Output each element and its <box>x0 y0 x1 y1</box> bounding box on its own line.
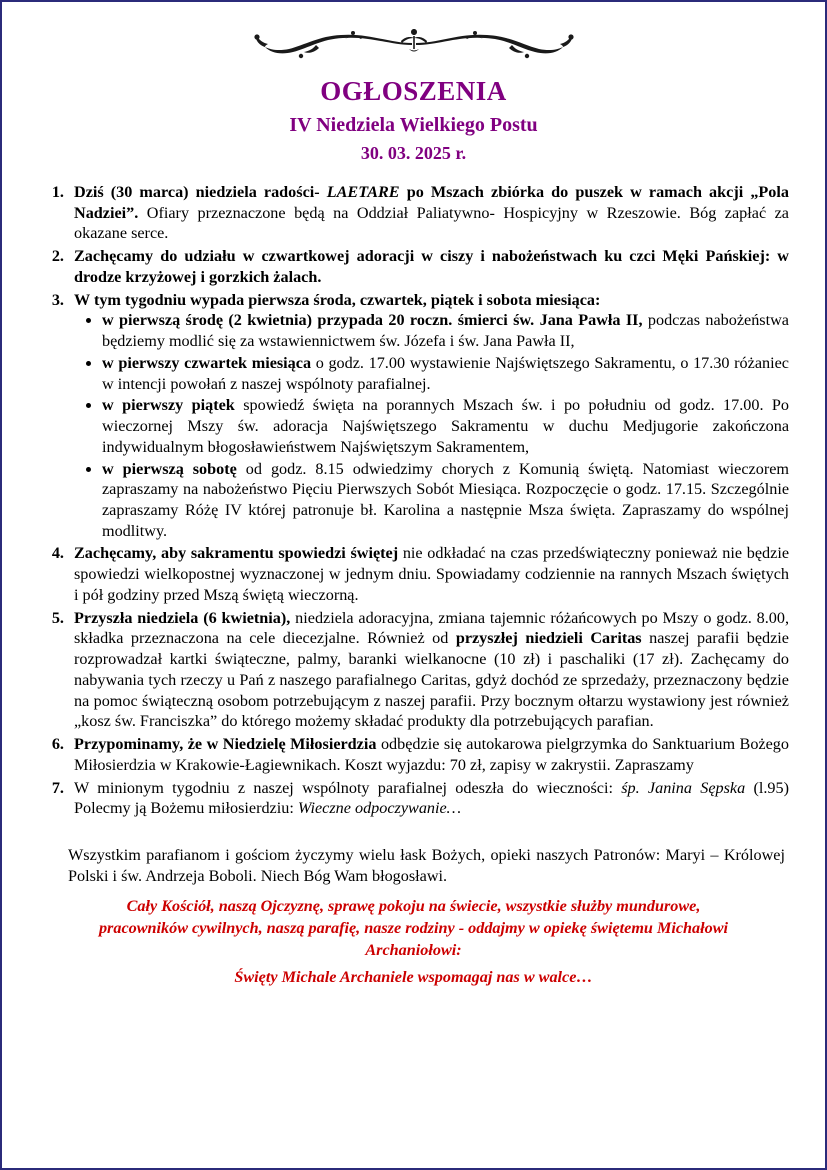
bold-text: Przyszła niedziela (6 kwietnia), <box>74 608 291 627</box>
bold-text: po Mszach zbiórka do puszek w ramach akcji <box>399 183 751 201</box>
announcement-sub-item <box>102 353 789 394</box>
red-final-line: Święty Michale Archaniele wspomagaj nas w walce… <box>234 968 593 987</box>
bold-text: Przypominamy, że w Niedzielę Miłosierdzia <box>74 735 377 754</box>
bold-text: w pierwszy piątek <box>102 396 235 415</box>
announcement-item <box>68 778 789 819</box>
announcement-item <box>68 290 789 542</box>
page-inner <box>2 2 825 1168</box>
plain-text: nie odkładać na czas przedświąteczny ponieważ nie będzie spowiedzi wielkopostnej wyznaczonej w jednym dniu. Spowiadamy codziennie na rannych Mszach świętych i pół godziny przed Mszą świętą wieczorną. <box>74 544 790 604</box>
red-line-1: Cały Kościół, naszą Ojczyznę, sprawę pokoju na świecie, wszystkie służby mundurowe, <box>126 896 701 915</box>
red-line-2: pracowników cywilnych, naszą parafię, nasze rodziny - oddajmy w opiekę świętemu Michałowi <box>98 918 729 937</box>
red-line-3: Archaniołowi: <box>365 940 462 959</box>
announcement-sub-item <box>102 310 789 351</box>
plain-text: od godz. 8.15 odwiedzimy chorych z Komunią świętą. Natomiast wieczorem zapraszamy na nabożeństwo Pięciu Pierwszych Sobót Miesiąca. Rozpoczęcie o godz. 17.15. Szczególnie zapraszamy Różę IV której patronuje bł. Karolina a następnie Msza święta. Zapraszamy do wspólnej modlitwy. <box>102 459 789 540</box>
plain-text: (l.95) Polecmy ją Bożemu miłosierdziu: <box>74 778 790 818</box>
announcement-sub-item <box>102 459 789 542</box>
plain-text: Ofiary przeznaczone będą na Oddział Paliatywno- Hospicyjny w Rzeszowie. Bóg zapłać za okazane serce. <box>74 203 789 243</box>
bold-text: Zachęcamy do udziału w czwartkowej adoracji w ciszy i nabożeństwach ku czci Męki Pańskiej: w drodze krzyżowej i gorzkich żalach. <box>74 247 789 286</box>
plain-text: niedziela adoracyjna, zmiana tajemnic różańcowych po Mszy o godz. 8.00, składka przeznaczona na cele diecezjalne. Również od <box>74 608 789 648</box>
bold-text: przyszłej niedzieli Caritas <box>455 629 642 648</box>
bold-text: „Pola Nadziei”. <box>74 183 789 222</box>
plain-text: o godz. 17.00 wystawienie Najświętszego Sakramentu, o 17.30 różaniec w intencji powołań z naszej wspólnoty parafialnej. <box>102 353 789 393</box>
announcement-sub-item <box>102 395 789 457</box>
announcement-item <box>68 734 789 775</box>
page-title: OGŁOSZENIA <box>320 76 507 106</box>
closing-paragraph: Wszystkim parafianom i gościom życzymy wielu łask Bożych, opieki naszych Patronów: Maryi – Królowej Polski i św. Andrzeja Boboli. Niech Bóg Wam błogosławi. <box>68 846 785 886</box>
announcement-item <box>68 608 789 732</box>
floral-divider-ornament <box>38 22 789 74</box>
bold-text: w pierwszą środę (2 kwietnia) przypada 20 roczn. śmierci św. Jana Pawła II, <box>102 311 643 330</box>
bold-text: W tym tygodniu wypada pierwsza środa, czwartek, piątek i sobota miesiąca: <box>74 290 601 309</box>
announcement-sub-list <box>74 310 789 541</box>
italic-text: śp. Janina Sępska <box>621 778 746 797</box>
announcement-item <box>68 246 789 287</box>
plain-text: naszej parafii będzie rozprowadzał kartki świąteczne, palmy, baranki wielkanocne (10 zł) i paschaliki (17 zł). Zachęcamy do nabywania tych rzeczy u Pań z naszego parafialnego Caritas, gdyż dochód ze sprzedaży, przeznaczony będzie na pomoc świąteczną osobom potrzebującym z naszej parafii. Przy bocznym ołtarzu wystawiony jest również „kosz św. Franciszka” do którego możemy składać produkty dla potrzebujących parafian. <box>74 629 789 731</box>
announcements-list <box>38 182 789 819</box>
plain-text: podczas nabożeństwa będziemy modlić się za wstawiennictwem św. Józefa i św. Jana Pawła II, <box>102 311 789 351</box>
bold-italic-text: LAETARE <box>326 183 400 201</box>
announcement-item <box>68 543 789 605</box>
plain-text: W minionym tygodniu z naszej wspólnoty parafialnej odeszła do wieczności: <box>74 778 622 797</box>
page-subtitle: IV Niedziela Wielkiego Postu <box>289 114 538 136</box>
page-date: 30. 03. 2025 r. <box>360 143 467 163</box>
bold-text: Zachęcamy, aby sakramentu spowiedzi świętej <box>74 544 399 563</box>
italic-text: Wieczne odpoczywanie… <box>297 799 462 818</box>
announcements-content <box>38 182 789 989</box>
announcement-item <box>68 182 789 244</box>
plain-text: spowiedź święta na porannych Mszach św. i po południu od godz. 17.00. Po wieczornej Mszy św. adoracja Najświętszego Sakramentu w duchu Medjugorie zakończona indywidualnym błogosławieństwem Najświętszym Sakramentem, <box>102 396 789 456</box>
bold-text: w pierwszą sobotę <box>102 459 237 478</box>
plain-text: odbędzie się autokarowa pielgrzymka do Sanktuarium Bożego Miłosierdzia w Krakowie-Łagiewnikach. Koszt wyjazdu: 70 zł, zapisy w zakrystii. Zapraszamy <box>74 735 789 774</box>
bold-text: Dziś (30 marca) niedziela radości- <box>74 183 327 201</box>
bold-text: w pierwszy czwartek miesiąca <box>102 353 312 372</box>
red-dedication-block <box>38 896 789 989</box>
